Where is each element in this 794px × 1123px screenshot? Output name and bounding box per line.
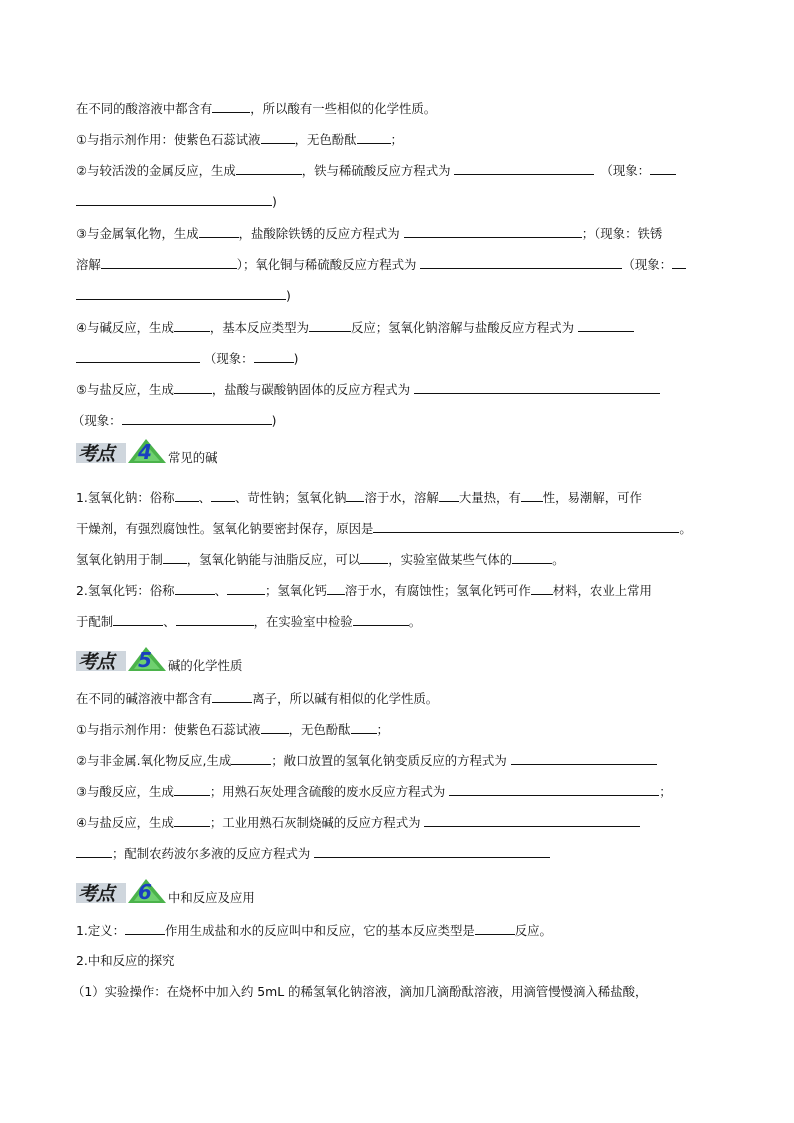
text: 反应；氢氧化钠溶解与盐酸反应方程式为 xyxy=(350,320,574,335)
answer-blank[interactable] xyxy=(176,613,254,626)
text: 、 xyxy=(163,614,176,629)
answer-blank[interactable] xyxy=(531,582,553,595)
answer-blank[interactable] xyxy=(351,721,377,734)
answer-blank[interactable] xyxy=(227,582,265,595)
kaodian-5-badge xyxy=(76,645,168,673)
answer-blank[interactable] xyxy=(475,922,515,935)
text: 材料，农业上常用 xyxy=(552,583,652,598)
answer-blank[interactable] xyxy=(414,381,660,394)
answer-blank[interactable] xyxy=(174,319,210,332)
acid-oxide-line-3 xyxy=(76,287,291,304)
answer-blank[interactable] xyxy=(175,489,199,502)
answer-blank[interactable] xyxy=(101,256,237,269)
base-acid-line xyxy=(76,783,672,800)
neutral-definition-line xyxy=(76,922,552,939)
answer-blank[interactable] xyxy=(211,489,235,502)
answer-blank[interactable] xyxy=(261,131,295,144)
acid-indicator-line xyxy=(76,131,403,148)
text: ，氢氧化钠能与油脂反应，可以 xyxy=(186,552,361,567)
answer-blank[interactable] xyxy=(212,100,250,113)
text: ④与盐反应，生成 xyxy=(76,815,174,830)
neutral-experiment-line: （1）实验操作：在烧杯中加入约 5mL 的稀氢氧化钠溶液，滴加几滴酚酞溶液，用滴管慢慢滴入稀盐酸， xyxy=(72,984,648,999)
naoh-line-2 xyxy=(76,520,692,537)
acid-base-line-2 xyxy=(76,350,298,367)
acid-oxide-line xyxy=(76,225,662,242)
answer-blank[interactable] xyxy=(76,350,200,363)
text: ，盐酸与碳酸钠固体的反应方程式为 xyxy=(211,382,411,397)
answer-blank[interactable] xyxy=(521,489,543,502)
naoh-line-3 xyxy=(76,551,565,568)
base-indicator-line xyxy=(76,721,389,738)
answer-blank[interactable] xyxy=(650,162,676,175)
text: ④与碱反应，生成 xyxy=(76,320,174,335)
text: 作用生成盐和水的反应叫中和反应，它的基本反应类型是 xyxy=(165,923,475,938)
text: 在不同的碱溶液中都含有 xyxy=(76,691,213,706)
text: 溶于水，有腐蚀性；氢氧化钙可作 xyxy=(344,583,531,598)
text: ；敞口放置的氢氧化钠变质反应的方程式为 xyxy=(271,753,507,768)
text: （现象： xyxy=(204,351,254,366)
answer-blank[interactable] xyxy=(174,814,210,827)
text: ) xyxy=(286,288,291,303)
answer-blank[interactable] xyxy=(511,752,657,765)
text: ) xyxy=(271,413,277,428)
base-salt-line-2 xyxy=(76,845,550,862)
text: ，无色酚酞 xyxy=(294,132,357,147)
text: ； xyxy=(376,722,389,737)
text: 性，易潮解，可作 xyxy=(542,490,642,505)
badge-number: 6 xyxy=(138,880,152,904)
badge-number: 5 xyxy=(138,648,152,672)
kaodian-6-badge xyxy=(76,877,168,905)
text: 于配制 xyxy=(76,614,114,629)
acid-metal-line-2 xyxy=(76,193,277,210)
answer-blank[interactable] xyxy=(373,520,679,533)
text: 、 xyxy=(214,583,227,598)
answer-blank[interactable] xyxy=(578,319,634,332)
acid-salt-line-2 xyxy=(72,412,276,429)
text: 大量热，有 xyxy=(458,490,521,505)
text: ，实验室做某些气体的 xyxy=(388,552,513,567)
answer-blank[interactable] xyxy=(254,350,294,363)
text: ，铁与稀硫酸反应方程式为 xyxy=(301,163,451,178)
answer-blank[interactable] xyxy=(76,287,286,300)
base-intro-line xyxy=(76,690,438,707)
answer-blank[interactable] xyxy=(174,381,212,394)
text: ； xyxy=(659,784,672,799)
acid-base-line xyxy=(76,319,634,336)
text: ，所以酸有一些相似的化学性质。 xyxy=(250,101,437,116)
neutral-explore-heading: 2.中和反应的探究 xyxy=(76,953,175,968)
answer-blank[interactable] xyxy=(346,489,364,502)
base-salt-line xyxy=(76,814,640,831)
caoh2-line xyxy=(76,582,652,599)
kaodian-4-badge xyxy=(76,437,168,465)
text: 溶解 xyxy=(76,257,101,272)
text: ) xyxy=(272,194,277,209)
text: 1.定义： xyxy=(76,923,125,938)
answer-blank[interactable] xyxy=(672,256,686,269)
text: ③与金属氧化物，生成 xyxy=(76,226,199,241)
text: （现象： xyxy=(72,413,122,428)
text: ；用熟石灰处理含硫酸的废水反应方程式为 xyxy=(209,784,446,799)
answer-blank[interactable] xyxy=(113,613,163,626)
text: ⑤与盐反应，生成 xyxy=(76,382,174,397)
text: ，无色酚酞 xyxy=(288,722,351,737)
text: 溶于水，溶解 xyxy=(364,490,439,505)
text: ) xyxy=(293,351,299,366)
text: 、 xyxy=(198,490,211,505)
answer-blank[interactable] xyxy=(420,256,622,269)
answer-blank[interactable] xyxy=(175,582,215,595)
answer-blank[interactable] xyxy=(439,489,459,502)
answer-blank[interactable] xyxy=(309,319,351,332)
answer-blank[interactable] xyxy=(454,162,594,175)
acid-intro-line xyxy=(76,100,436,117)
answer-blank[interactable] xyxy=(449,783,659,796)
text: 干燥剂，有强烈腐蚀性。氢氧化钠要密封保存，原因是 xyxy=(76,521,374,536)
answer-blank[interactable] xyxy=(360,551,388,564)
text: ；氢氧化钙 xyxy=(264,583,327,598)
answer-blank[interactable] xyxy=(236,162,302,175)
answer-blank[interactable] xyxy=(212,690,252,703)
text: 1.氢氧化钠：俗称 xyxy=(76,490,175,505)
section-title-bases: 常见的碱 xyxy=(168,450,218,465)
answer-blank[interactable] xyxy=(424,814,640,827)
answer-blank[interactable] xyxy=(512,551,552,564)
text: ，基本反应类型为 xyxy=(209,320,309,335)
badge-prefix: 考点 xyxy=(78,883,115,905)
answer-blank[interactable] xyxy=(76,845,112,858)
text: 2.氢氧化钙：俗称 xyxy=(76,583,175,598)
text: ； xyxy=(390,132,403,147)
answer-blank[interactable] xyxy=(125,922,165,935)
text: 、苛性钠；氢氧化钠 xyxy=(234,490,347,505)
badge-prefix: 考点 xyxy=(78,651,115,673)
text: 反应。 xyxy=(514,923,552,938)
badge-number: 4 xyxy=(138,440,152,464)
acid-salt-line xyxy=(76,381,660,398)
text: ②与较活泼的金属反应，生成 xyxy=(76,163,236,178)
text: ①与指示剂作用：使紫色石蕊试液 xyxy=(76,132,261,147)
section-title-neutralization: 中和反应及应用 xyxy=(168,890,255,905)
answer-blank[interactable] xyxy=(327,582,345,595)
text: （现象： xyxy=(600,163,651,178)
text: ；配制农药波尔多液的反应方程式为 xyxy=(112,846,311,861)
text: 。 xyxy=(552,552,565,567)
text: ）；氧化铜与稀硫酸反应方程式为 xyxy=(236,257,417,272)
answer-blank[interactable] xyxy=(261,721,289,734)
section-title-base-props: 碱的化学性质 xyxy=(168,658,243,673)
acid-metal-line xyxy=(76,162,676,179)
text: ③与酸反应，生成 xyxy=(76,784,174,799)
answer-blank[interactable] xyxy=(353,613,409,626)
text: ；（现象：铁锈 xyxy=(581,226,663,241)
text: ，在实验室中检验 xyxy=(253,614,353,629)
badge-prefix: 考点 xyxy=(78,443,115,465)
answer-blank[interactable] xyxy=(174,783,210,796)
base-nonmetal-oxide-line xyxy=(76,752,657,769)
text: ；工业用熟石灰制烧碱的反应方程式为 xyxy=(209,815,421,830)
text: 在不同的酸溶液中都含有 xyxy=(76,101,213,116)
text: ，盐酸除铁锈的反应方程式为 xyxy=(238,226,400,241)
text: 。 xyxy=(408,614,422,629)
answer-blank[interactable] xyxy=(404,225,582,238)
text: （现象： xyxy=(622,257,673,272)
answer-blank[interactable] xyxy=(76,193,272,206)
answer-blank[interactable] xyxy=(163,551,187,564)
acid-oxide-line-2 xyxy=(76,256,686,273)
answer-blank[interactable] xyxy=(231,752,271,765)
text: ①与指示剂作用：使紫色石蕊试液 xyxy=(76,722,261,737)
answer-blank[interactable] xyxy=(314,845,550,858)
text: 。 xyxy=(679,521,692,536)
text: 氢氧化钠用于制 xyxy=(76,552,163,567)
naoh-line xyxy=(76,489,642,506)
answer-blank[interactable] xyxy=(199,225,239,238)
caoh2-line-2 xyxy=(76,613,421,630)
text: 离子，所以碱有相似的化学性质。 xyxy=(252,691,439,706)
answer-blank[interactable] xyxy=(122,412,272,425)
answer-blank[interactable] xyxy=(357,131,391,144)
text: ②与非金属.氧化物反应,生成 xyxy=(76,753,232,768)
